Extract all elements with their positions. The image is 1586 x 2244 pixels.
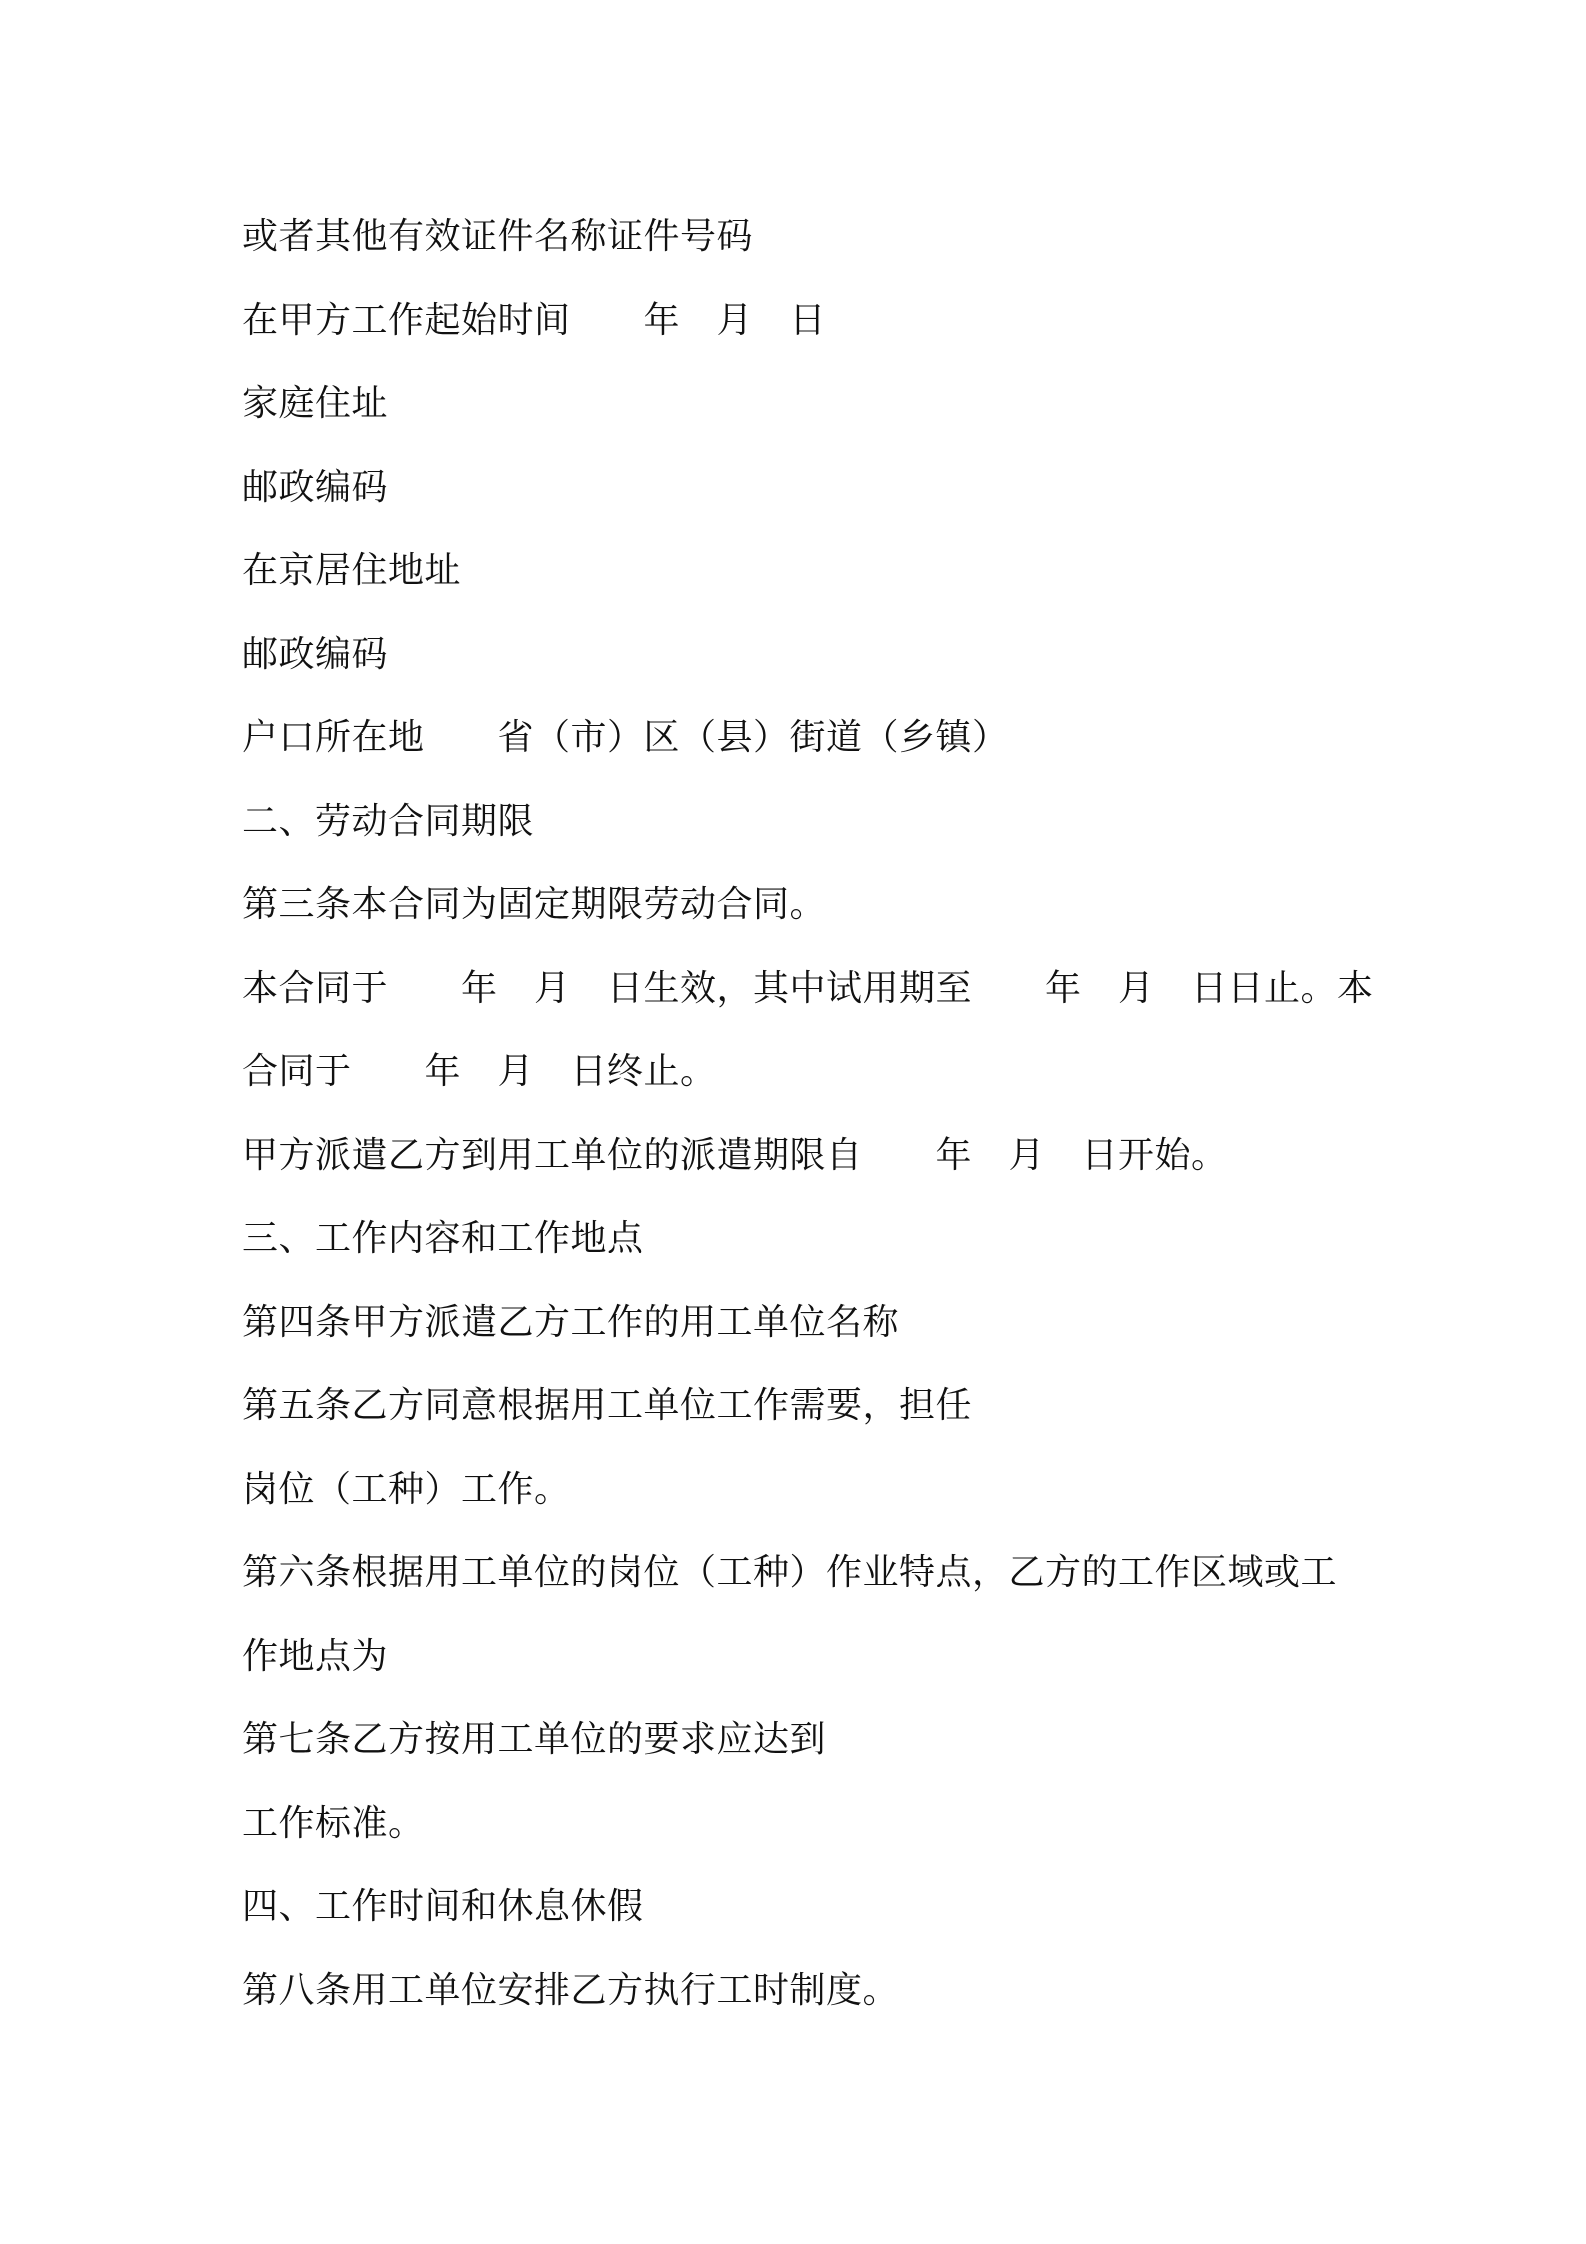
beijing-address-line: 在京居住地址 xyxy=(242,550,462,591)
document-body xyxy=(242,195,1372,2032)
id-document-line: 或者其他有效证件名称证件号码 xyxy=(242,216,754,257)
article-6-continuation-line: 作地点为 xyxy=(242,1635,389,1677)
article-7-continuation-line: 工作标准。 xyxy=(242,1802,425,1844)
home-address-line: 家庭住址 xyxy=(242,383,389,424)
section-heading-work-hours: 四、工作时间和休息休假 xyxy=(242,1886,644,1927)
article-4-line: 第四条甲方派遣乙方工作的用工单位名称 xyxy=(242,1301,900,1343)
article-3-line: 第三条本合同为固定期限劳动合同。 xyxy=(242,884,827,925)
section-heading-work-content: 三、工作内容和工作地点 xyxy=(242,1218,644,1259)
home-postal-code-line: 邮政编码 xyxy=(242,466,389,508)
contract-termination-line: 合同于 年 月 日终止。 xyxy=(242,1051,717,1092)
section-heading-contract-term: 二、劳动合同期限 xyxy=(242,800,535,842)
article-5-continuation-line: 岗位（工种）工作。 xyxy=(242,1468,571,1510)
article-6-line: 第六条根据用工单位的岗位（工种）作业特点，乙方的工作区域或工 xyxy=(242,1552,1338,1593)
contract-effective-line: 本合同于 年 月 日生效，其中试用期至 年 月 日日止。本 xyxy=(242,967,1374,1009)
employment-start-date-line: 在甲方工作起始时间 年 月 日 xyxy=(242,299,827,341)
household-registration-line: 户口所在地 省（市）区（县）街道（乡镇） xyxy=(242,717,1009,758)
article-7-line: 第七条乙方按用工单位的要求应达到 xyxy=(242,1719,827,1760)
beijing-postal-code-line: 邮政编码 xyxy=(242,633,389,675)
article-8-line: 第八条用工单位安排乙方执行工时制度。 xyxy=(242,1969,900,2011)
dispatch-period-line: 甲方派遣乙方到用工单位的派遣期限自 年 月 日开始。 xyxy=(242,1134,1228,1176)
article-5-line: 第五条乙方同意根据用工单位工作需要，担任 xyxy=(242,1385,973,1426)
